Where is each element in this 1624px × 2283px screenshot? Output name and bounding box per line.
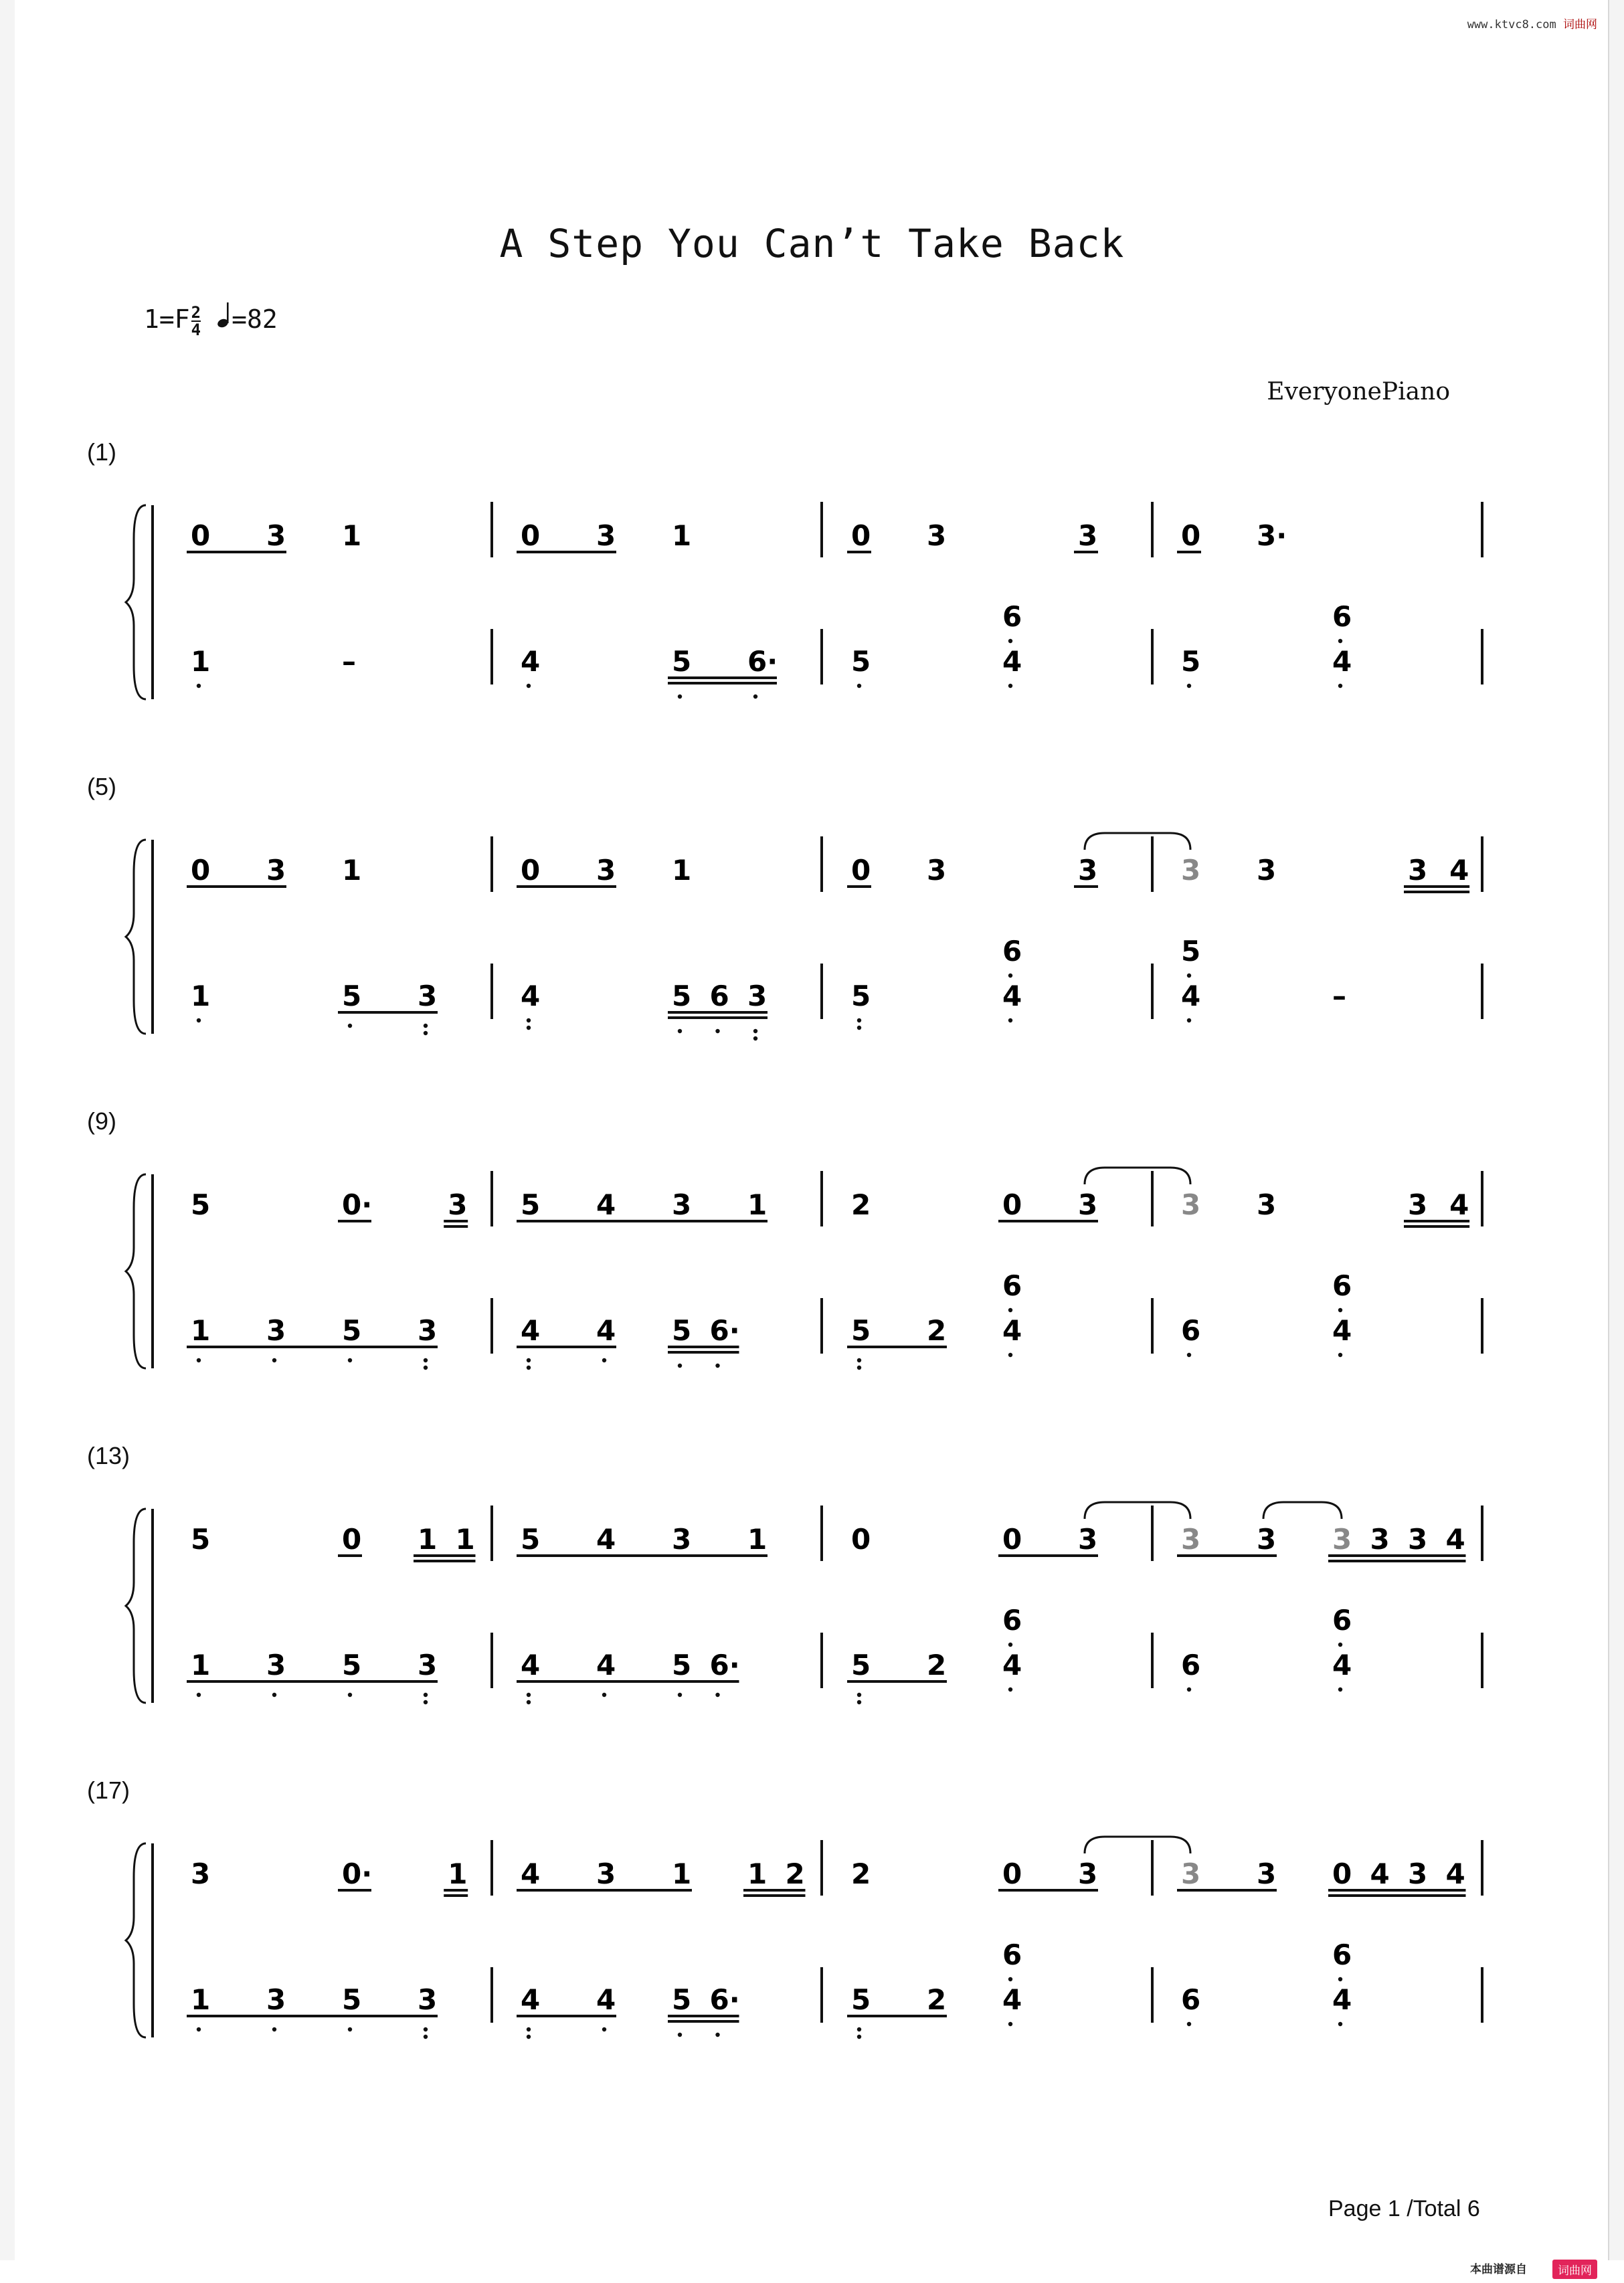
note-digit: 1 [191,1983,211,2016]
note-digit: 3 [266,1314,286,1347]
octave-dot [272,2027,276,2031]
note-digit: 0 [1002,1523,1022,1556]
tie-slur [1085,1837,1190,1853]
note-digit: 3 [1408,854,1428,887]
quarter-note-icon [217,301,232,334]
note-digit: 1 [455,1523,475,1556]
note-digit: 3 [1181,1523,1201,1556]
note-digit: 4 [1002,980,1022,1012]
note-digit: 3 [747,980,768,1012]
note-digit: 4 [521,1857,541,1890]
chord-note-digit: 5 [1181,935,1201,968]
note-digit: 3 [1408,1857,1428,1890]
octave-dot [424,2027,428,2031]
octave-dot [527,1366,531,1370]
site-url: www.ktvc8.com [1467,18,1556,31]
note-digit: 3 [266,1649,286,1681]
note-digit: 3 [596,519,616,552]
note-digit: 5 [342,1983,362,2016]
note-digit: 0 [851,854,871,887]
note-digit: 5 [191,1523,211,1556]
octave-dot [1338,1977,1342,1981]
note-digit: 3 [191,1857,211,1890]
note-digit: 1 [672,854,692,887]
note-digit: 5 [672,645,692,678]
octave-dot [1008,639,1012,643]
octave-dot [715,1364,719,1368]
note-digit: 5 [521,1188,541,1221]
note-digit: 0 [521,854,541,887]
note-digit: 3 [266,854,286,887]
note-digit: 4 [1445,1857,1465,1890]
chord-note-digit: 6 [1332,1604,1352,1637]
chord-note-digit: 6 [1002,600,1022,633]
note-digit: 1 [747,1188,768,1221]
measure-number: (1) [87,438,116,466]
octave-dot [1338,1643,1342,1647]
note-digit: 5 [851,1314,871,1347]
octave-dot [272,1358,276,1362]
note-digit: 4 [596,1188,616,1221]
octave-dot [753,1036,757,1040]
octave-dot [857,1026,861,1030]
note-digit: 4 [1332,1649,1352,1681]
octave-dot [424,1700,428,1704]
octave-dot [348,2027,352,2031]
note-digit: 3 [1257,1188,1277,1221]
note-digit: 1 [418,1523,438,1556]
note-digit: 5 [342,1649,362,1681]
note-digit: 4 [596,1314,616,1347]
note-digit: 3 [596,854,616,887]
octave-dot [197,684,201,688]
note-digit: 2 [851,1188,871,1221]
note-digit: 4 [521,1314,541,1347]
time-denominator: 4 [191,320,201,339]
octave-dot [715,1029,719,1033]
octave-dot [857,1693,861,1697]
note-digit: 3 [1181,1188,1201,1221]
octave-dot [857,2027,861,2031]
note-digit: 1 [191,1314,211,1347]
system-3 [0,1107,1624,1429]
octave-dot [857,1700,861,1704]
note-digit: 0 [342,1523,362,1556]
note-digit: 3 [1181,1857,1201,1890]
octave-dot [197,1693,201,1697]
octave-dot [348,1693,352,1697]
octave-dot [1338,1687,1342,1692]
octave-dot [1338,1353,1342,1357]
footer-brand-link[interactable]: 词曲网 [1552,2260,1597,2279]
note-digit: 5 [672,1649,692,1681]
note-digit: 1 [672,519,692,552]
note-digit: 1 [747,1523,768,1556]
note-digit: 2 [927,1983,947,2016]
note-digit: 2 [927,1314,947,1347]
octave-dot [1338,2022,1342,2026]
note-digit: 4 [1332,1314,1352,1347]
octave-dot [1008,1018,1012,1022]
note-digit: 0 [1332,1857,1352,1890]
octave-dot [527,684,531,688]
staff-svg [0,773,1624,1094]
octave-dot [1187,684,1191,688]
note-digit: 6· [709,1649,740,1681]
note-digit: 3 [1078,1523,1098,1556]
octave-dot [197,2027,201,2031]
octave-dot [715,1693,719,1697]
note-digit: 0 [1181,519,1201,552]
note-digit: 0 [851,519,871,552]
chord-note-digit: 6 [1332,1269,1352,1302]
note-digit: 1 [672,1857,692,1890]
octave-dot [348,1024,352,1028]
arranger: EveryonePiano [1267,378,1450,405]
octave-dot [527,2035,531,2039]
note-digit: 0 [1002,1188,1022,1221]
tie-slur [1085,833,1190,850]
note-digit: 6 [709,980,729,1012]
octave-dot [678,1029,682,1033]
note-digit: 6 [1181,1314,1201,1347]
note-digit: 3 [418,1314,438,1347]
source-label: 本曲谱源自 [1470,2263,1527,2276]
octave-dot [1008,1308,1012,1312]
note-digit: 3 [266,1983,286,2016]
octave-dot [527,1358,531,1362]
octave-dot [1187,1687,1191,1692]
note-digit: 3 [448,1188,468,1221]
brace [126,505,146,699]
octave-dot [753,695,757,699]
octave-dot [1008,974,1012,978]
octave-dot [678,1364,682,1368]
footer-strip [0,2260,1624,2283]
octave-dot [1338,684,1342,688]
octave-dot [197,1018,201,1022]
note-digit: 4 [596,1983,616,2016]
note-digit: 5 [851,645,871,678]
octave-dot [197,1358,201,1362]
note-digit: 4 [1002,1983,1022,2016]
note-digit: 5 [1181,645,1201,678]
note-digit: 3 [1370,1523,1390,1556]
note-digit: 6· [709,1983,740,2016]
measure-number: (13) [87,1442,130,1469]
site-name: 词曲网 [1563,18,1597,31]
note-digit: 4 [1370,1857,1390,1890]
octave-dot [527,1018,531,1022]
note-digit: 3 [672,1188,692,1221]
key-signature: 1=F [144,304,190,334]
octave-dot [602,1693,606,1697]
octave-dot [857,1018,861,1022]
system-5 [0,1776,1624,2098]
note-digit: 1 [191,1649,211,1681]
chord-note-digit: 6 [1332,1938,1352,1971]
brace [126,1843,146,2037]
octave-dot [424,1358,428,1362]
octave-dot [348,1358,352,1362]
note-digit: 1 [191,980,211,1012]
note-digit: 2 [927,1649,947,1681]
staff-svg [0,1107,1624,1429]
note-digit: 4 [1445,1523,1465,1556]
note-digit: 3 [1257,1857,1277,1890]
tie-slur [1085,1502,1190,1519]
note-digit: 4 [1002,1649,1022,1681]
octave-dot [1338,639,1342,643]
note-digit: 3 [927,519,947,552]
octave-dot [857,1366,861,1370]
note-digit: 6· [747,645,778,678]
octave-dot [678,2033,682,2037]
octave-dot [424,2035,428,2039]
octave-dot [1187,1018,1191,1022]
note-digit: 6· [709,1314,740,1347]
measure-number: (9) [87,1107,116,1135]
octave-dot [602,1358,606,1362]
note-digit: 1 [191,645,211,678]
note-digit: 4 [1332,1983,1352,2016]
chord-note-digit: 6 [1002,1938,1022,1971]
note-digit: 0 [191,519,211,552]
octave-dot [1008,1687,1012,1692]
note-digit: 5 [672,1983,692,2016]
note-digit: 6 [1181,1983,1201,2016]
note-digit: 0· [342,1188,373,1221]
octave-dot [857,2035,861,2039]
note-digit: 0· [342,1857,373,1890]
tie-slur [1085,1168,1190,1184]
octave-dot [1008,1643,1012,1647]
note-digit: 3 [266,519,286,552]
octave-dot [424,1024,428,1028]
staff-svg [0,438,1624,759]
note-digit: 6 [1181,1649,1201,1681]
note-digit: 4 [1002,645,1022,678]
octave-dot [1008,1353,1012,1357]
note-digit: 3 [596,1857,616,1890]
note-digit: 3 [418,1983,438,2016]
chord-note-digit: 6 [1332,600,1352,633]
measure-number: (5) [87,773,116,800]
note-digit: 3 [1078,854,1098,887]
octave-dot [857,1358,861,1362]
octave-dot [1008,684,1012,688]
brace [126,840,146,1034]
note-digit: – [342,645,356,678]
brace [126,1509,146,1703]
note-digit: 3 [418,1649,438,1681]
system-1 [0,438,1624,759]
octave-dot [1187,2022,1191,2026]
note-digit: 4 [1332,645,1352,678]
time-numerator: 2 [191,302,201,322]
staff-svg [0,1442,1624,1763]
system-2 [0,773,1624,1094]
note-digit: 4 [596,1523,616,1556]
note-digit: 3· [1257,519,1287,552]
system-4 [0,1442,1624,1763]
note-digit: 1 [448,1857,468,1890]
note-digit: 5 [521,1523,541,1556]
note-digit: 3 [1078,519,1098,552]
note-digit: 3 [418,980,438,1012]
octave-dot [1008,2022,1012,2026]
octave-dot [753,1029,757,1033]
note-digit: – [1332,980,1346,1012]
note-digit: 2 [851,1857,871,1890]
note-digit: 5 [851,1649,871,1681]
note-digit: 4 [1181,980,1201,1012]
octave-dot [857,684,861,688]
octave-dot [678,695,682,699]
note-digit: 3 [1078,1857,1098,1890]
octave-dot [527,1693,531,1697]
note-digit: 5 [672,1314,692,1347]
note-digit: 0 [851,1523,871,1556]
note-digit: 1 [342,854,362,887]
note-digit: 3 [1181,854,1201,887]
octave-dot [272,1693,276,1697]
note-digit: 4 [1449,854,1469,887]
octave-dot [527,1700,531,1704]
octave-dot [1338,1308,1342,1312]
page-indicator: Page 1 /Total 6 [1328,2196,1480,2221]
note-digit: 4 [521,980,541,1012]
octave-dot [424,1693,428,1697]
note-digit: 1 [747,1857,768,1890]
note-digit: 1 [342,519,362,552]
note-digit: 0 [1002,1857,1022,1890]
note-digit: 5 [672,980,692,1012]
staff-svg [0,1776,1624,2098]
site-watermark [1467,15,1597,31]
note-digit: 0 [191,854,211,887]
chord-note-digit: 6 [1002,1604,1022,1637]
octave-dot [527,2027,531,2031]
octave-dot [1187,974,1191,978]
octave-dot [527,1026,531,1030]
note-digit: 4 [596,1649,616,1681]
note-digit: 3 [1257,1523,1277,1556]
note-digit: 3 [1408,1188,1428,1221]
brace [126,1174,146,1368]
chord-note-digit: 6 [1002,935,1022,968]
note-digit: 3 [672,1523,692,1556]
octave-dot [1187,1353,1191,1357]
note-digit: 3 [927,854,947,887]
note-digit: 4 [521,1983,541,2016]
note-digit: 3 [1078,1188,1098,1221]
note-digit: 5 [851,980,871,1012]
score-title: A Step You Can’t Take Back [499,221,1125,266]
time-signature [191,304,201,338]
note-digit: 5 [342,1314,362,1347]
note-digit: 3 [1408,1523,1428,1556]
note-digit: 3 [1332,1523,1352,1556]
note-digit: 4 [1002,1314,1022,1347]
note-digit: 4 [1449,1188,1469,1221]
note-digit: 5 [191,1188,211,1221]
chord-note-digit: 6 [1002,1269,1022,1302]
note-digit: 4 [521,645,541,678]
octave-dot [424,1031,428,1035]
octave-dot [1008,1977,1012,1981]
measure-number: (17) [87,1776,130,1804]
tie-slur [1263,1502,1342,1519]
note-digit: 2 [785,1857,805,1890]
octave-dot [715,2033,719,2037]
octave-dot [602,2027,606,2031]
note-digit: 3 [1257,854,1277,887]
octave-dot [678,1693,682,1697]
note-digit: 4 [521,1649,541,1681]
note-digit: 5 [851,1983,871,2016]
octave-dot [424,1366,428,1370]
note-digit: 0 [521,519,541,552]
note-digit: 5 [342,980,362,1012]
score-meta [144,301,278,338]
tempo: =82 [232,304,278,334]
